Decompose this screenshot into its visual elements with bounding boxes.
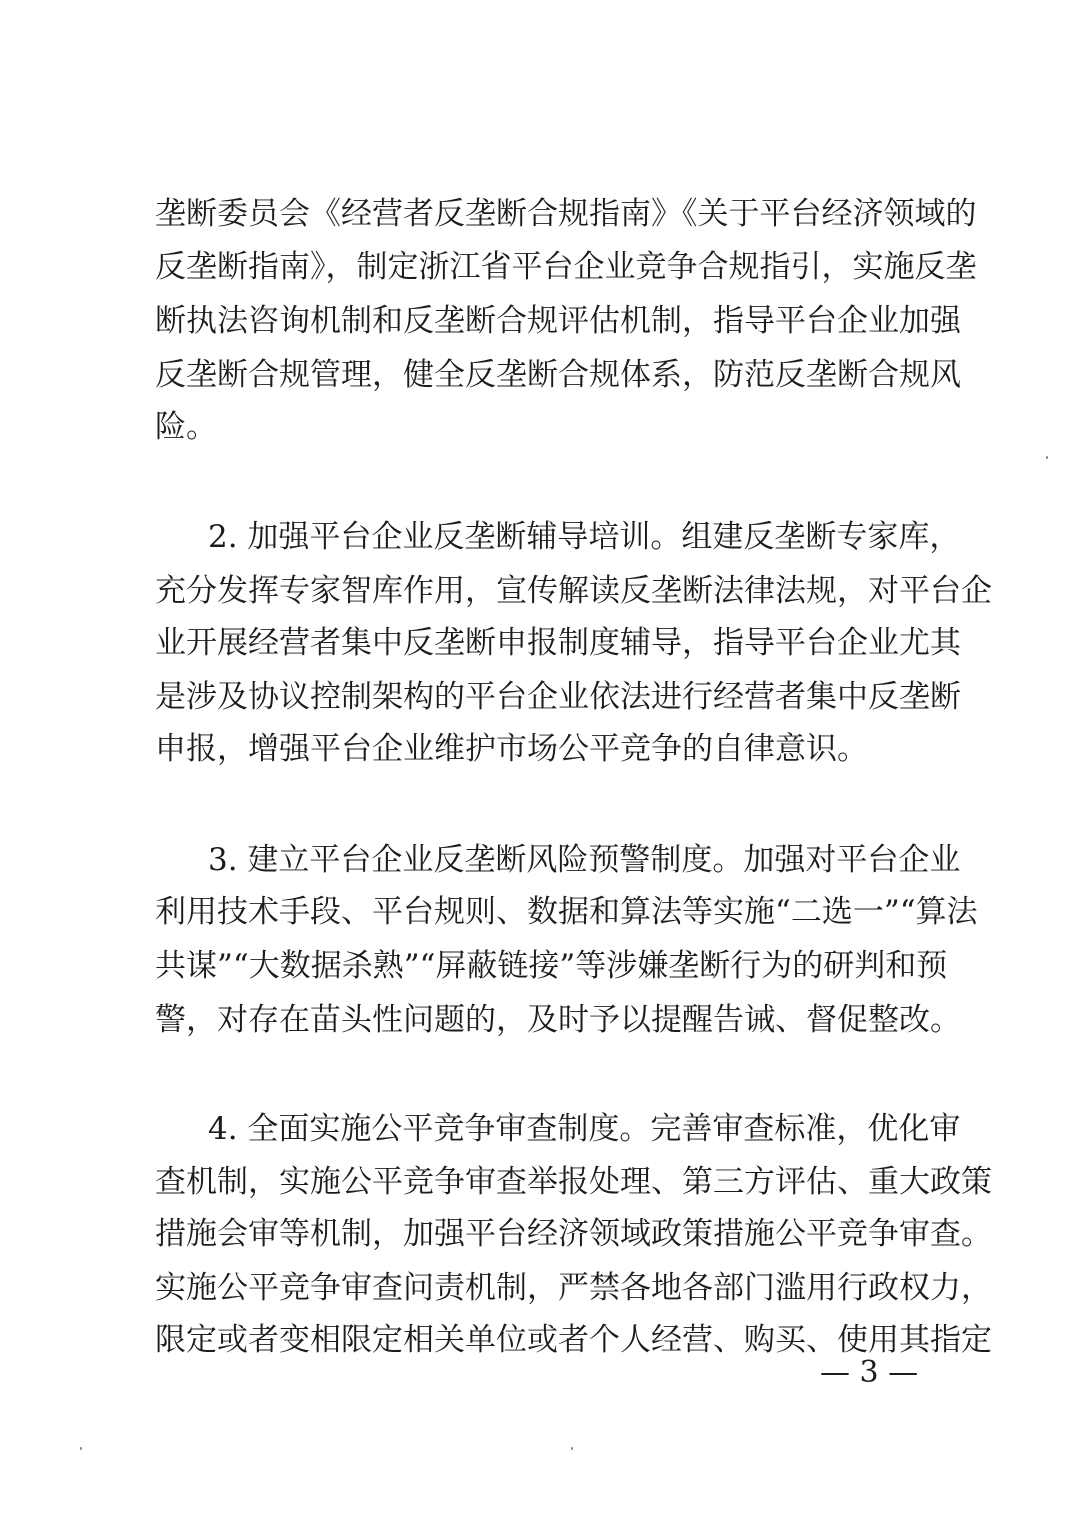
paragraph-3-line-2: 利用技术手段、平台规则、数据和算法等实施“二选一”“算法 <box>155 894 978 930</box>
page-number: — 3 — <box>820 1355 919 1390</box>
paragraph-1-line-3: 断执法咨询机制和反垄断合规评估机制，指导平台企业加强 <box>155 303 961 339</box>
paragraph-4-line-2: 查机制，实施公平竞争审查举报处理、第三方评估、重大政策 <box>155 1164 992 1200</box>
paragraph-2-line-2: 充分发挥专家智库作用，宣传解读反垄断法律法规，对平台企 <box>155 573 992 609</box>
paragraph-3-line-1: 3. 建立平台企业反垄断风险预警制度。加强对平台企业 <box>208 842 961 878</box>
paragraph-4-line-4: 实施公平竞争审查问责机制，严禁各地各部门滥用行政权力， <box>155 1270 992 1306</box>
paragraph-1-line-1: 垄断委员会《经营者反垄断合规指南》《关于平台经济领域的 <box>155 196 977 232</box>
paragraph-3-line-4: 警，对存在苗头性问题的，及时予以提醒告诫、督促整改。 <box>155 1002 961 1038</box>
paragraph-4-line-3: 措施会审等机制，加强平台经济领域政策措施公平竞争审查。 <box>155 1216 992 1252</box>
scan-speck <box>1046 456 1048 459</box>
paragraph-1-line-4: 反垄断合规管理，健全反垄断合规体系，防范反垄断合规风 <box>155 357 961 393</box>
scan-speck <box>571 1447 573 1450</box>
paragraph-2-line-4: 是涉及协议控制架构的平台企业依法进行经营者集中反垄断 <box>155 679 961 715</box>
paragraph-1-line-5: 险。 <box>155 409 217 445</box>
paragraph-2-line-3: 业开展经营者集中反垄断申报制度辅导，指导平台企业尤其 <box>155 625 961 661</box>
scan-speck <box>80 1447 82 1450</box>
paragraph-4-line-1: 4. 全面实施公平竞争审查制度。完善审查标准，优化审 <box>208 1111 961 1147</box>
paragraph-3-line-3: 共谋”“大数据杀熟”“屏蔽链接”等涉嫌垄断行为的研判和预 <box>155 948 948 984</box>
paragraph-2-line-1: 2. 加强平台企业反垄断辅导培训。组建反垄断专家库， <box>208 519 961 555</box>
paragraph-2-line-5: 申报，增强平台企业维护市场公平竞争的自律意识。 <box>155 731 868 767</box>
paragraph-4-line-5: 限定或者变相限定相关单位或者个人经营、购买、使用其指定 <box>155 1322 992 1358</box>
paragraph-1-line-2: 反垄断指南》，制定浙江省平台企业竞争合规指引，实施反垄 <box>155 249 977 285</box>
